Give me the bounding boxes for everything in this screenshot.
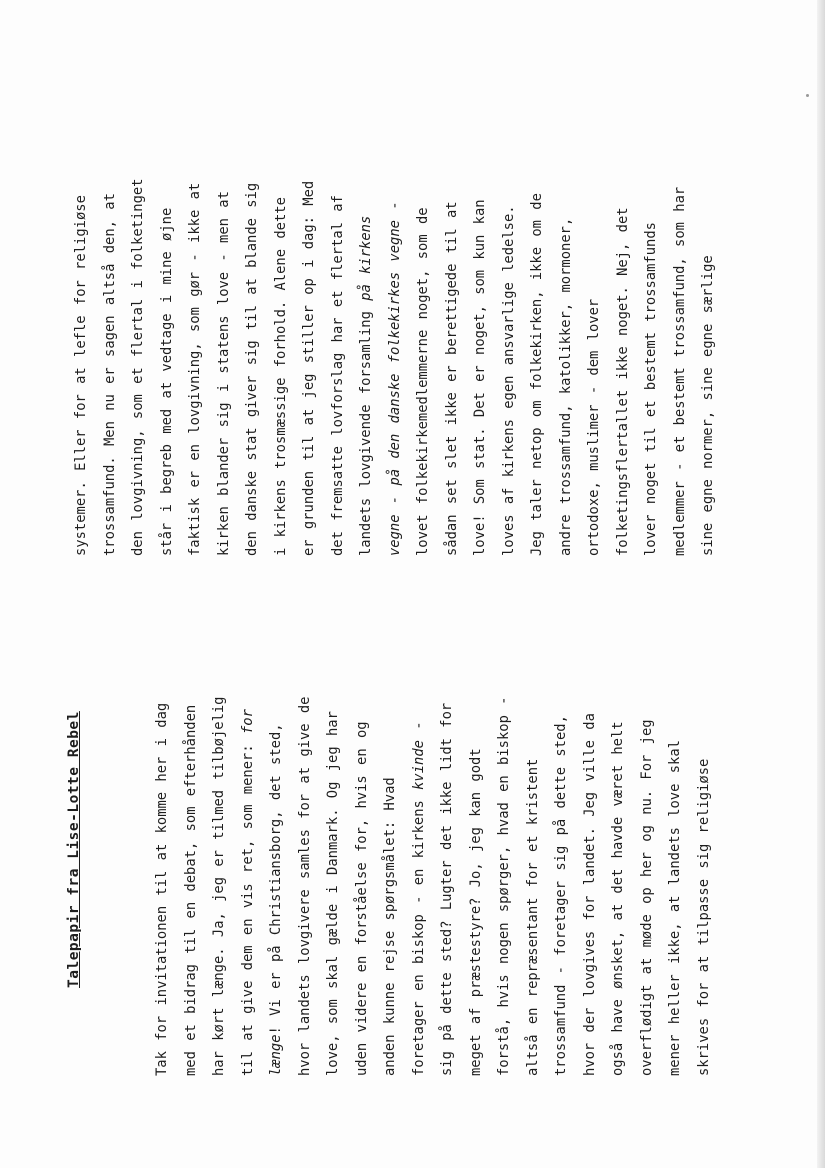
italic-text-run: for — [239, 709, 256, 735]
text-line — [633, 697, 662, 1076]
text-line — [267, 179, 296, 556]
text-line — [348, 697, 377, 1076]
text-line — [666, 179, 695, 556]
text-run: sådan set slet ikke er berettigede til at — [443, 201, 460, 556]
text-line — [690, 697, 719, 1076]
text-line — [609, 179, 638, 556]
text-run: faktisk er en lovgivning, som gør - ikke at — [187, 182, 203, 556]
text-line — [490, 697, 519, 1076]
text-line — [462, 697, 491, 1076]
text-run: med et bidrag til en debat, som efterhånden — [182, 704, 199, 1076]
text-run: ! Vi er på Christiansborg, det sted, — [268, 723, 284, 1035]
text-run: trossamfund - foretager sig på dette sted, — [553, 715, 569, 1076]
text-run: trossamfund. Men nu er sagen altså den, at — [101, 193, 118, 556]
text-run: landets lovgivende forsamling — [358, 300, 374, 556]
text-run: forstå, hvis nogen spørger, hvad en biskop - — [496, 696, 512, 1076]
text-column-left — [148, 697, 718, 1076]
text-run: hvor landets lovgivere samles for at give de — [296, 696, 313, 1076]
text-line — [381, 179, 410, 556]
text-run: i kirkens trosmæssige forhold. Alene dette — [272, 197, 289, 556]
text-run: folketingsflertallet ikke noget. Nej, det — [614, 207, 631, 556]
text-run: altså en repræsentant for et kristent — [524, 758, 541, 1076]
text-line — [148, 697, 177, 1076]
text-line — [547, 697, 576, 1076]
text-line — [67, 179, 96, 556]
text-line — [637, 179, 666, 556]
text-line — [661, 697, 690, 1076]
text-run: skrives for at tilpasse sig religiøse — [695, 758, 712, 1076]
text-line — [580, 179, 609, 556]
text-run: love! Som stat. Det er noget, som kun kan — [472, 199, 488, 556]
text-run: sig på dette sted? Lugter det ikke lidt for — [439, 702, 455, 1076]
text-line — [433, 697, 462, 1076]
text-line — [405, 697, 434, 1076]
text-line — [519, 697, 548, 1076]
text-run: mener heller ikke, at landets love skal — [667, 740, 683, 1076]
text-run: er grunden til at jeg stiller op i dag: Med — [301, 180, 317, 556]
text-run: kirken blander sig i statens love - men at — [215, 191, 232, 556]
text-run: ortodoxe, muslimer - dem lover — [586, 298, 602, 556]
text-line — [438, 179, 467, 556]
text-line — [523, 179, 552, 556]
text-line — [495, 179, 524, 556]
text-line — [210, 179, 239, 556]
text-run: det fremsatte lovforslag har et flertal af — [329, 195, 346, 556]
text-run: medlemmer - et bestemt trossamfund, som har — [671, 186, 688, 556]
text-line — [181, 179, 210, 556]
text-run: foretager en biskop - en kirkens — [410, 789, 427, 1076]
text-line — [319, 697, 348, 1076]
text-run: Jeg taler netop om folkekirken, ikke om de — [529, 193, 545, 556]
text-line — [352, 179, 381, 556]
text-line — [295, 179, 324, 556]
text-line — [324, 179, 353, 556]
italic-text-run: kvinde — [410, 740, 427, 790]
text-run: loves af kirkens egen ansvarlige ledelse. — [500, 205, 517, 556]
text-run: anden kunne rejse spørgsmålet: Hvad — [382, 777, 398, 1076]
text-line — [153, 179, 182, 556]
text-run: også have ønsket, at det havde været helt — [610, 721, 626, 1076]
italic-text-run: på kirkens — [358, 215, 374, 301]
text-line — [238, 179, 267, 556]
text-line — [466, 179, 495, 556]
document-title: Talepapir fra Lise-Lotte Rebel — [66, 711, 82, 988]
text-line — [552, 179, 581, 556]
text-run: Tak for invitationen til at komme her i dag — [154, 702, 170, 1076]
italic-text-run: vegne - på den danske folkekirkes vegne — [386, 220, 403, 556]
text-line — [291, 697, 320, 1076]
text-line — [604, 697, 633, 1076]
text-run: uden videre en forståelse for, hvis en og — [353, 721, 370, 1076]
text-run: systemer. Eller for at lefle for religiøse — [73, 195, 89, 556]
text-run: sine egne normer, sine egne særlige — [700, 255, 716, 556]
text-run: den danske stat giver sig til at blande sig — [244, 182, 260, 556]
text-line — [409, 179, 438, 556]
text-line — [376, 697, 405, 1076]
text-line — [576, 697, 605, 1076]
text-run: hvor der lovgives for landet. Jeg ville da — [581, 713, 598, 1076]
text-run: meget af præstestyre? Jo, jeg kan godt — [467, 748, 484, 1076]
text-run: overflødigt at møde op her og nu. For jeg — [638, 719, 655, 1076]
text-line — [124, 179, 153, 556]
text-line — [96, 179, 125, 556]
text-column-right — [67, 179, 723, 556]
text-run: står i begreb med at vedtage i mine øjne — [158, 207, 175, 556]
text-line — [177, 697, 206, 1076]
text-line — [262, 697, 291, 1076]
text-run: andre trossamfund, katolikker, mormoner, — [557, 217, 574, 556]
text-line — [694, 179, 723, 556]
text-run: til at give dem en vis ret, som mener: — [239, 734, 256, 1076]
italic-text-run: længe — [268, 1034, 284, 1076]
text-line — [205, 697, 234, 1076]
text-run: - — [410, 721, 427, 741]
text-run: lovet folkekirkemedlemmerne noget, som de — [415, 207, 431, 556]
text-run: love, som skal gælde i Danmark. Og jeg har — [325, 711, 341, 1076]
text-run: - — [386, 201, 403, 221]
text-line — [234, 697, 263, 1076]
text-run: den lovgivning, som et flertal i folketinget — [130, 178, 146, 556]
text-run: lover noget til et bestemt trossamfunds — [643, 222, 659, 556]
text-run: har kørt længe. Ja, jeg er tilmed tilbøjelig — [211, 696, 227, 1076]
